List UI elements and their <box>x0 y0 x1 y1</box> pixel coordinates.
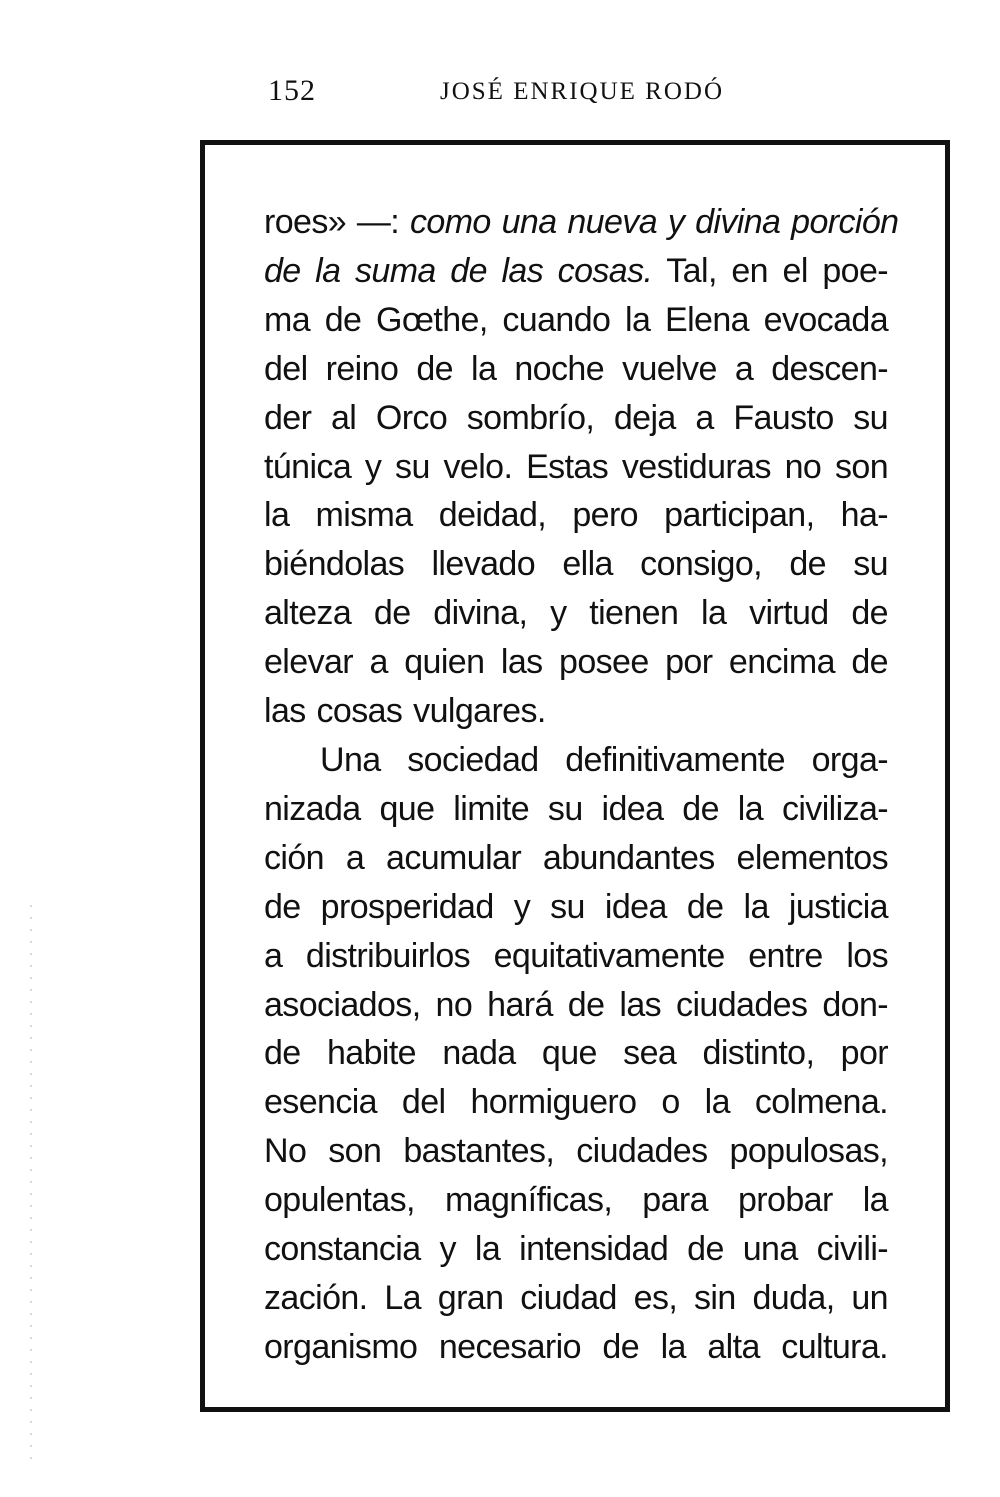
text-line: asociados, no hará de las ciudades don- <box>264 985 888 1024</box>
text-line: nizada que limite su idea de la civiliza- <box>264 789 888 828</box>
text-line: zación. La gran ciudad es, sin duda, un <box>264 1278 888 1317</box>
italic-run: como una nueva y divina porción <box>410 203 899 241</box>
text-line: No son bastantes, ciudades populosas, <box>264 1132 888 1171</box>
text-line: túnica y su velo. Estas vestiduras no son <box>264 447 888 486</box>
text-line <box>264 247 888 296</box>
text-line: alteza de divina, y tienen la virtud de <box>264 594 888 633</box>
text-line: ma de Gœthe, cuando la Elena evocada <box>264 300 888 339</box>
italic-run: de la suma de las cosas. <box>264 251 653 290</box>
text-line <box>264 198 899 247</box>
paragraph-first-line: Una sociedad definitivamente orga- <box>320 740 888 779</box>
text-line: der al Orco sombrío, deja a Fausto su <box>264 398 888 437</box>
text-line: del reino de la noche vuelve a descen- <box>264 349 888 388</box>
text-line: a distribuirlos equitativamente entre los <box>264 936 888 975</box>
text-run: Tal, en el poe- <box>652 251 888 290</box>
text-line: las cosas vulgares. <box>264 692 546 731</box>
page-header <box>268 74 728 118</box>
text-line: esencia del hormiguero o la colmena. <box>264 1083 888 1122</box>
text-line: ción a acumular abundantes elementos <box>264 838 888 877</box>
text-line: constancia y la intensidad de una civili- <box>264 1230 888 1269</box>
page-number: 152 <box>268 74 316 107</box>
text-line: biéndolas llevado ella consigo, de su <box>264 545 888 584</box>
text-line: elevar a quien las posee por encima de <box>264 643 888 682</box>
text-line: organismo necesario de la alta cultura. <box>264 1327 888 1366</box>
text-line: la misma deidad, pero participan, ha- <box>264 496 888 535</box>
text-line: opulentas, magníficas, para probar la <box>264 1181 888 1220</box>
text-run: roes» —: <box>264 203 410 241</box>
text-line: de prosperidad y su idea de la justicia <box>264 887 888 926</box>
text-line: de habite nada que sea distinto, por <box>264 1034 888 1073</box>
scan-noise-dots <box>28 900 34 1460</box>
running-head: JOSÉ ENRIQUE RODÓ <box>440 78 724 105</box>
body-text <box>264 198 899 1372</box>
